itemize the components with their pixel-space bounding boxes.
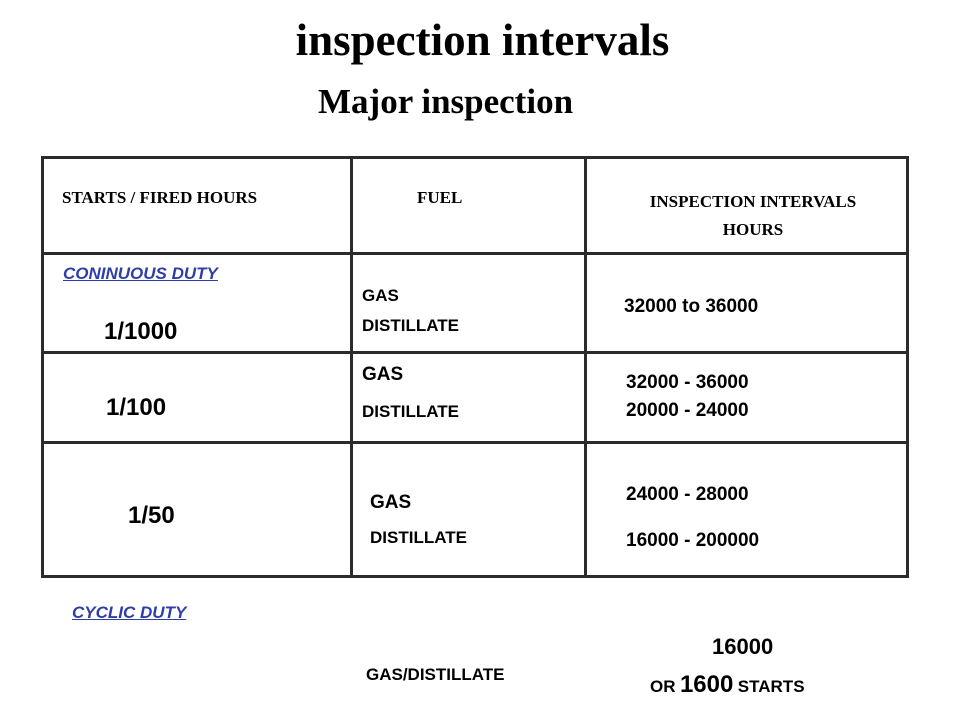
cyclic-starts-value: 1600 xyxy=(679,671,734,698)
header-fuel: FUEL xyxy=(417,188,463,207)
row-divider xyxy=(41,441,909,444)
row-divider xyxy=(41,252,909,255)
cyclic-starts xyxy=(650,671,805,699)
row-fuel-line2: DISTILLATE xyxy=(370,528,467,547)
cyclic-starts-word: STARTS xyxy=(737,677,805,696)
header-starts-fired-hours: STARTS / FIRED HOURS xyxy=(62,188,258,207)
row-ratio: 1/1000 xyxy=(104,318,178,345)
row-fuel-line2: DISTILLATE xyxy=(362,402,459,421)
continuous-duty-link[interactable]: CONINUOUS DUTY xyxy=(63,264,218,283)
column-divider xyxy=(350,156,353,578)
page-subtitle: Major inspection xyxy=(318,82,574,121)
row-fuel-line1: GAS xyxy=(362,364,404,385)
cyclic-fuel: GAS/DISTILLATE xyxy=(366,665,505,684)
cyclic-or: OR xyxy=(650,677,676,696)
row-ratio: 1/100 xyxy=(106,394,167,421)
row-fuel-line1: GAS xyxy=(362,286,399,305)
row-ratio: 1/50 xyxy=(128,502,175,529)
row-fuel-line2: DISTILLATE xyxy=(362,316,459,335)
cyclic-hours: 16000 xyxy=(712,634,774,659)
row-interval-line1: 32000 - 36000 xyxy=(626,372,749,393)
column-divider xyxy=(584,156,587,578)
row-interval-line1: 24000 - 28000 xyxy=(626,484,749,505)
row-interval-line2: 20000 - 24000 xyxy=(626,400,749,421)
row-fuel-line1: GAS xyxy=(370,492,412,513)
row-interval-line2: 16000 - 200000 xyxy=(626,530,760,551)
cyclic-duty-link[interactable]: CYCLIC DUTY xyxy=(72,603,187,622)
header-intervals-line1: INSPECTION INTERVALS xyxy=(649,192,857,211)
header-intervals-line2: HOURS xyxy=(722,220,784,239)
row-divider xyxy=(41,351,909,354)
row-interval-line1: 32000 to 36000 xyxy=(624,296,759,317)
page-title: inspection intervals xyxy=(295,15,670,65)
